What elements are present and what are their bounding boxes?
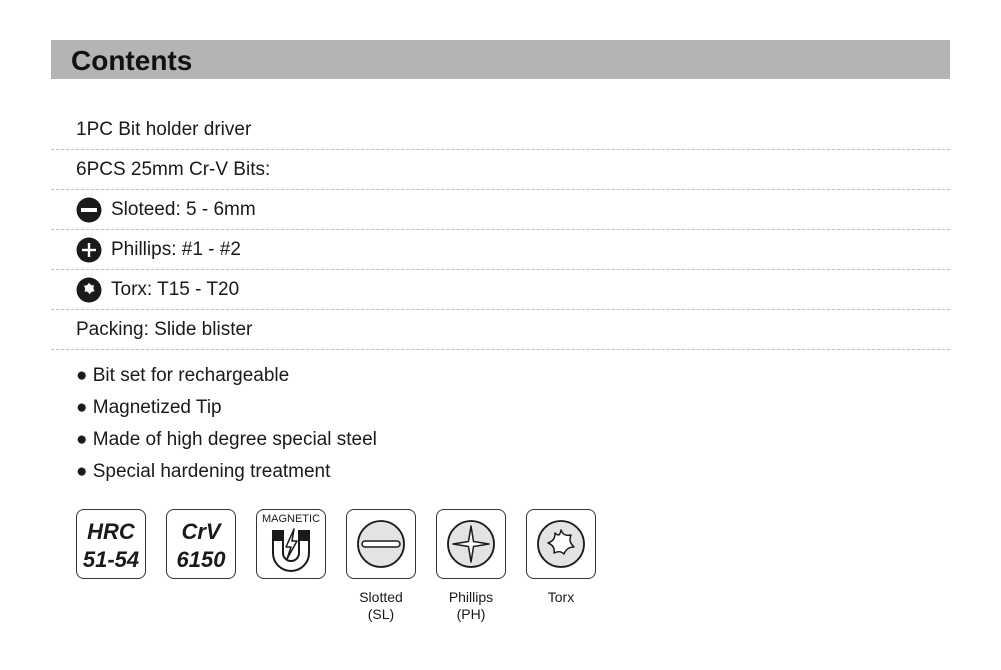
list-item xyxy=(51,190,950,230)
list-item xyxy=(51,230,950,270)
row-text: Torx: T15 - T20 xyxy=(111,278,240,300)
row-text: 1PC Bit holder driver xyxy=(76,118,252,140)
phillips-icon xyxy=(76,237,102,263)
slotted-caption-line2: (SL) xyxy=(367,606,395,622)
phillips-badge xyxy=(436,509,506,579)
crv-badge xyxy=(166,509,236,579)
section-title: Contents xyxy=(71,45,193,76)
feature-item: ● Bit set for rechargeable xyxy=(76,365,290,386)
torx-badge xyxy=(526,509,596,579)
phillips-bit-icon xyxy=(446,519,496,569)
row-text: Phillips: #1 - #2 xyxy=(111,238,241,260)
phillips-caption-line2: (PH) xyxy=(456,606,486,622)
feature-item: ● Made of high degree special steel xyxy=(76,429,377,450)
section-header xyxy=(51,40,950,79)
feature-item: ● Special hardening treatment xyxy=(76,461,331,482)
torx-icon xyxy=(76,277,102,303)
phillips-caption-line1: Phillips xyxy=(448,589,494,605)
list-item xyxy=(51,110,950,150)
slotted-icon xyxy=(76,197,102,223)
torx-caption-line1: Torx xyxy=(547,589,575,605)
phillips-caption xyxy=(426,589,516,623)
magnet-icon xyxy=(269,527,313,575)
contents-list xyxy=(51,110,950,350)
crv-label: CrV xyxy=(181,519,221,544)
magnetic-badge xyxy=(256,509,326,579)
list-item xyxy=(51,270,950,310)
feature-list xyxy=(76,364,377,492)
slotted-caption xyxy=(336,589,426,623)
slotted-badge xyxy=(346,509,416,579)
row-text: 6PCS 25mm Cr-V Bits: xyxy=(76,158,271,180)
hrc-value: 51-54 xyxy=(82,547,140,572)
list-item xyxy=(51,150,950,190)
list-item xyxy=(51,310,950,350)
hrc-label: HRC xyxy=(87,519,135,544)
slotted-bit-icon xyxy=(356,519,406,569)
row-text: Packing: Slide blister xyxy=(76,318,253,340)
crv-value: 6150 xyxy=(176,547,226,572)
torx-caption xyxy=(516,589,606,606)
slotted-caption-line1: Slotted xyxy=(359,589,403,605)
row-text: Sloteed: 5 - 6mm xyxy=(111,198,256,220)
magnetic-label: MAGNETIC xyxy=(261,513,321,525)
hrc-badge xyxy=(76,509,146,579)
torx-bit-icon xyxy=(536,519,586,569)
feature-item: ● Magnetized Tip xyxy=(76,397,222,418)
